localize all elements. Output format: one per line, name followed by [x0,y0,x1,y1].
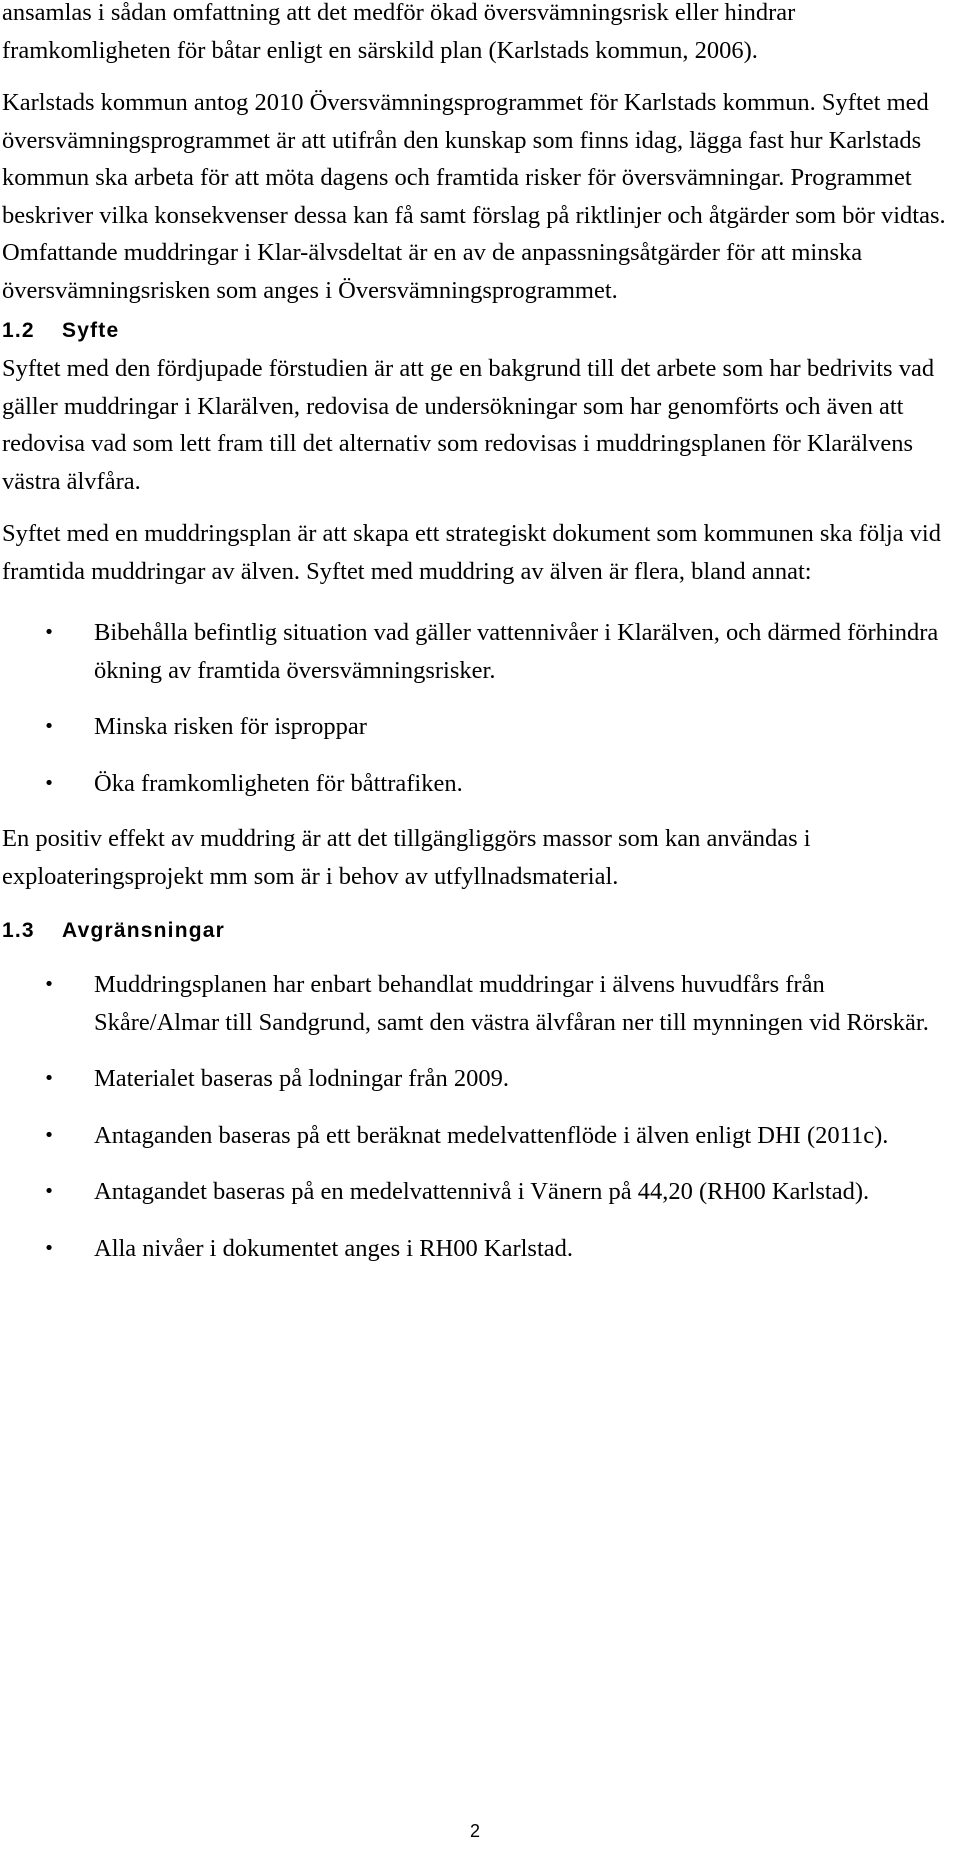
bullet-icon: • [43,716,55,737]
syfte-paragraph-3: En positiv effekt av muddring är att det tillgängliggörs massor som kan användas i exploateringsprojekt mm som är i behov av utfyllnadsmaterial. [2,825,811,890]
list-item-text: Minska risken för isproppar [94,713,367,740]
page-number: 2 [470,1821,481,1841]
bullet-icon: • [43,974,55,995]
list-item-text: Antaganden baseras på ett beräknat medelvattenflöde i älven enligt DHI (2011c). [94,1121,889,1149]
bullet-icon: • [43,772,55,794]
heading-avgransningar-number: 1.3 [2,919,35,942]
list-item-text: Muddringsplanen har enbart behandlat muddringar i älvens huvudfårs från Skåre/Almar till Sandgrund, samt den västra älvfåran ner till mynningen vid Rörskär. [94,971,929,1036]
intro-paragraph-2: Karlstads kommun antog 2010 Översvämningsprogrammet för Karlstads kommun. Syftet med översvämningsprogrammet är att utifrån den kunskap som finns idag, lägga fast hur Karlstads kommun ska arbeta för att möta dagens och framtida risker för översvämningar. Programmet beskriver vilka konsekvenser dessa kan få samt förslag på riktlinjer och åtgärder som bör vidtas. Omfattande muddringar i Klar-älvsdeltat är en av de anpassningsåtgärder för att minska översvämningsrisken som anges i Översvämningsprogrammet. [2,89,946,304]
heading-avgransningar-title: Avgränsningar [62,919,226,942]
heading-syfte [2,316,947,346]
list-item [2,614,947,689]
heading-avgransningar [2,916,947,946]
syfte-paragraph-2: Syftet med en muddringsplan är att skapa ett strategiskt dokument som kommunen ska följa vid framtida muddringar av älven. Syftet med muddring av älven är flera, bland annat: [2,520,941,585]
list-item-text: Öka framkomligheten för båttrafiken. [94,769,463,797]
bullet-icon: • [43,1237,55,1259]
list-item [2,708,947,746]
list-item [2,1117,947,1155]
list-item [2,966,947,1041]
syfte-paragraph-1: Syftet med den fördjupade förstudien är att ge en bakgrund till det arbete som har bedrivits vad gäller muddringar i Klarälven, redovisa de undersökningar som har genomförts och även att redovisa vad som lett fram till det alternativ som redovisas i muddringsplanen för Klarälvens västra älvfåra. [2,355,935,495]
list-item [2,1230,947,1268]
list-item [2,765,947,803]
heading-syfte-title: Syfte [62,319,120,342]
list-item-text: Materialet baseras på lodningar från 2009. [94,1065,509,1092]
list-item-text: Alla nivåer i dokumentet anges i RH00 Karlstad. [94,1234,573,1262]
list-item [2,1173,947,1211]
bullet-icon: • [43,622,55,643]
bullet-icon: • [43,1181,55,1202]
list-item-text: Bibehålla befintlig situation vad gäller vattennivåer i Klarälven, och därmed förhindra ökning av framtida översvämningsrisker. [94,619,939,684]
heading-syfte-number: 1.2 [2,319,35,342]
list-item-text: Antagandet baseras på en medelvattennivå i Vänern på 44,20 (RH00 Karlstad). [94,1178,870,1205]
intro-paragraph-1: ansamlas i sådan omfattning att det medför ökad översvämningsrisk eller hindrar framkomligheten för båtar enligt en särskild plan (Karlstads kommun, 2006). [2,0,796,64]
syfte-bullet-list [2,614,947,802]
list-item [2,1060,947,1098]
bullet-icon: • [43,1124,55,1146]
bullet-icon: • [43,1068,55,1089]
avgransningar-bullet-list [2,966,947,1267]
